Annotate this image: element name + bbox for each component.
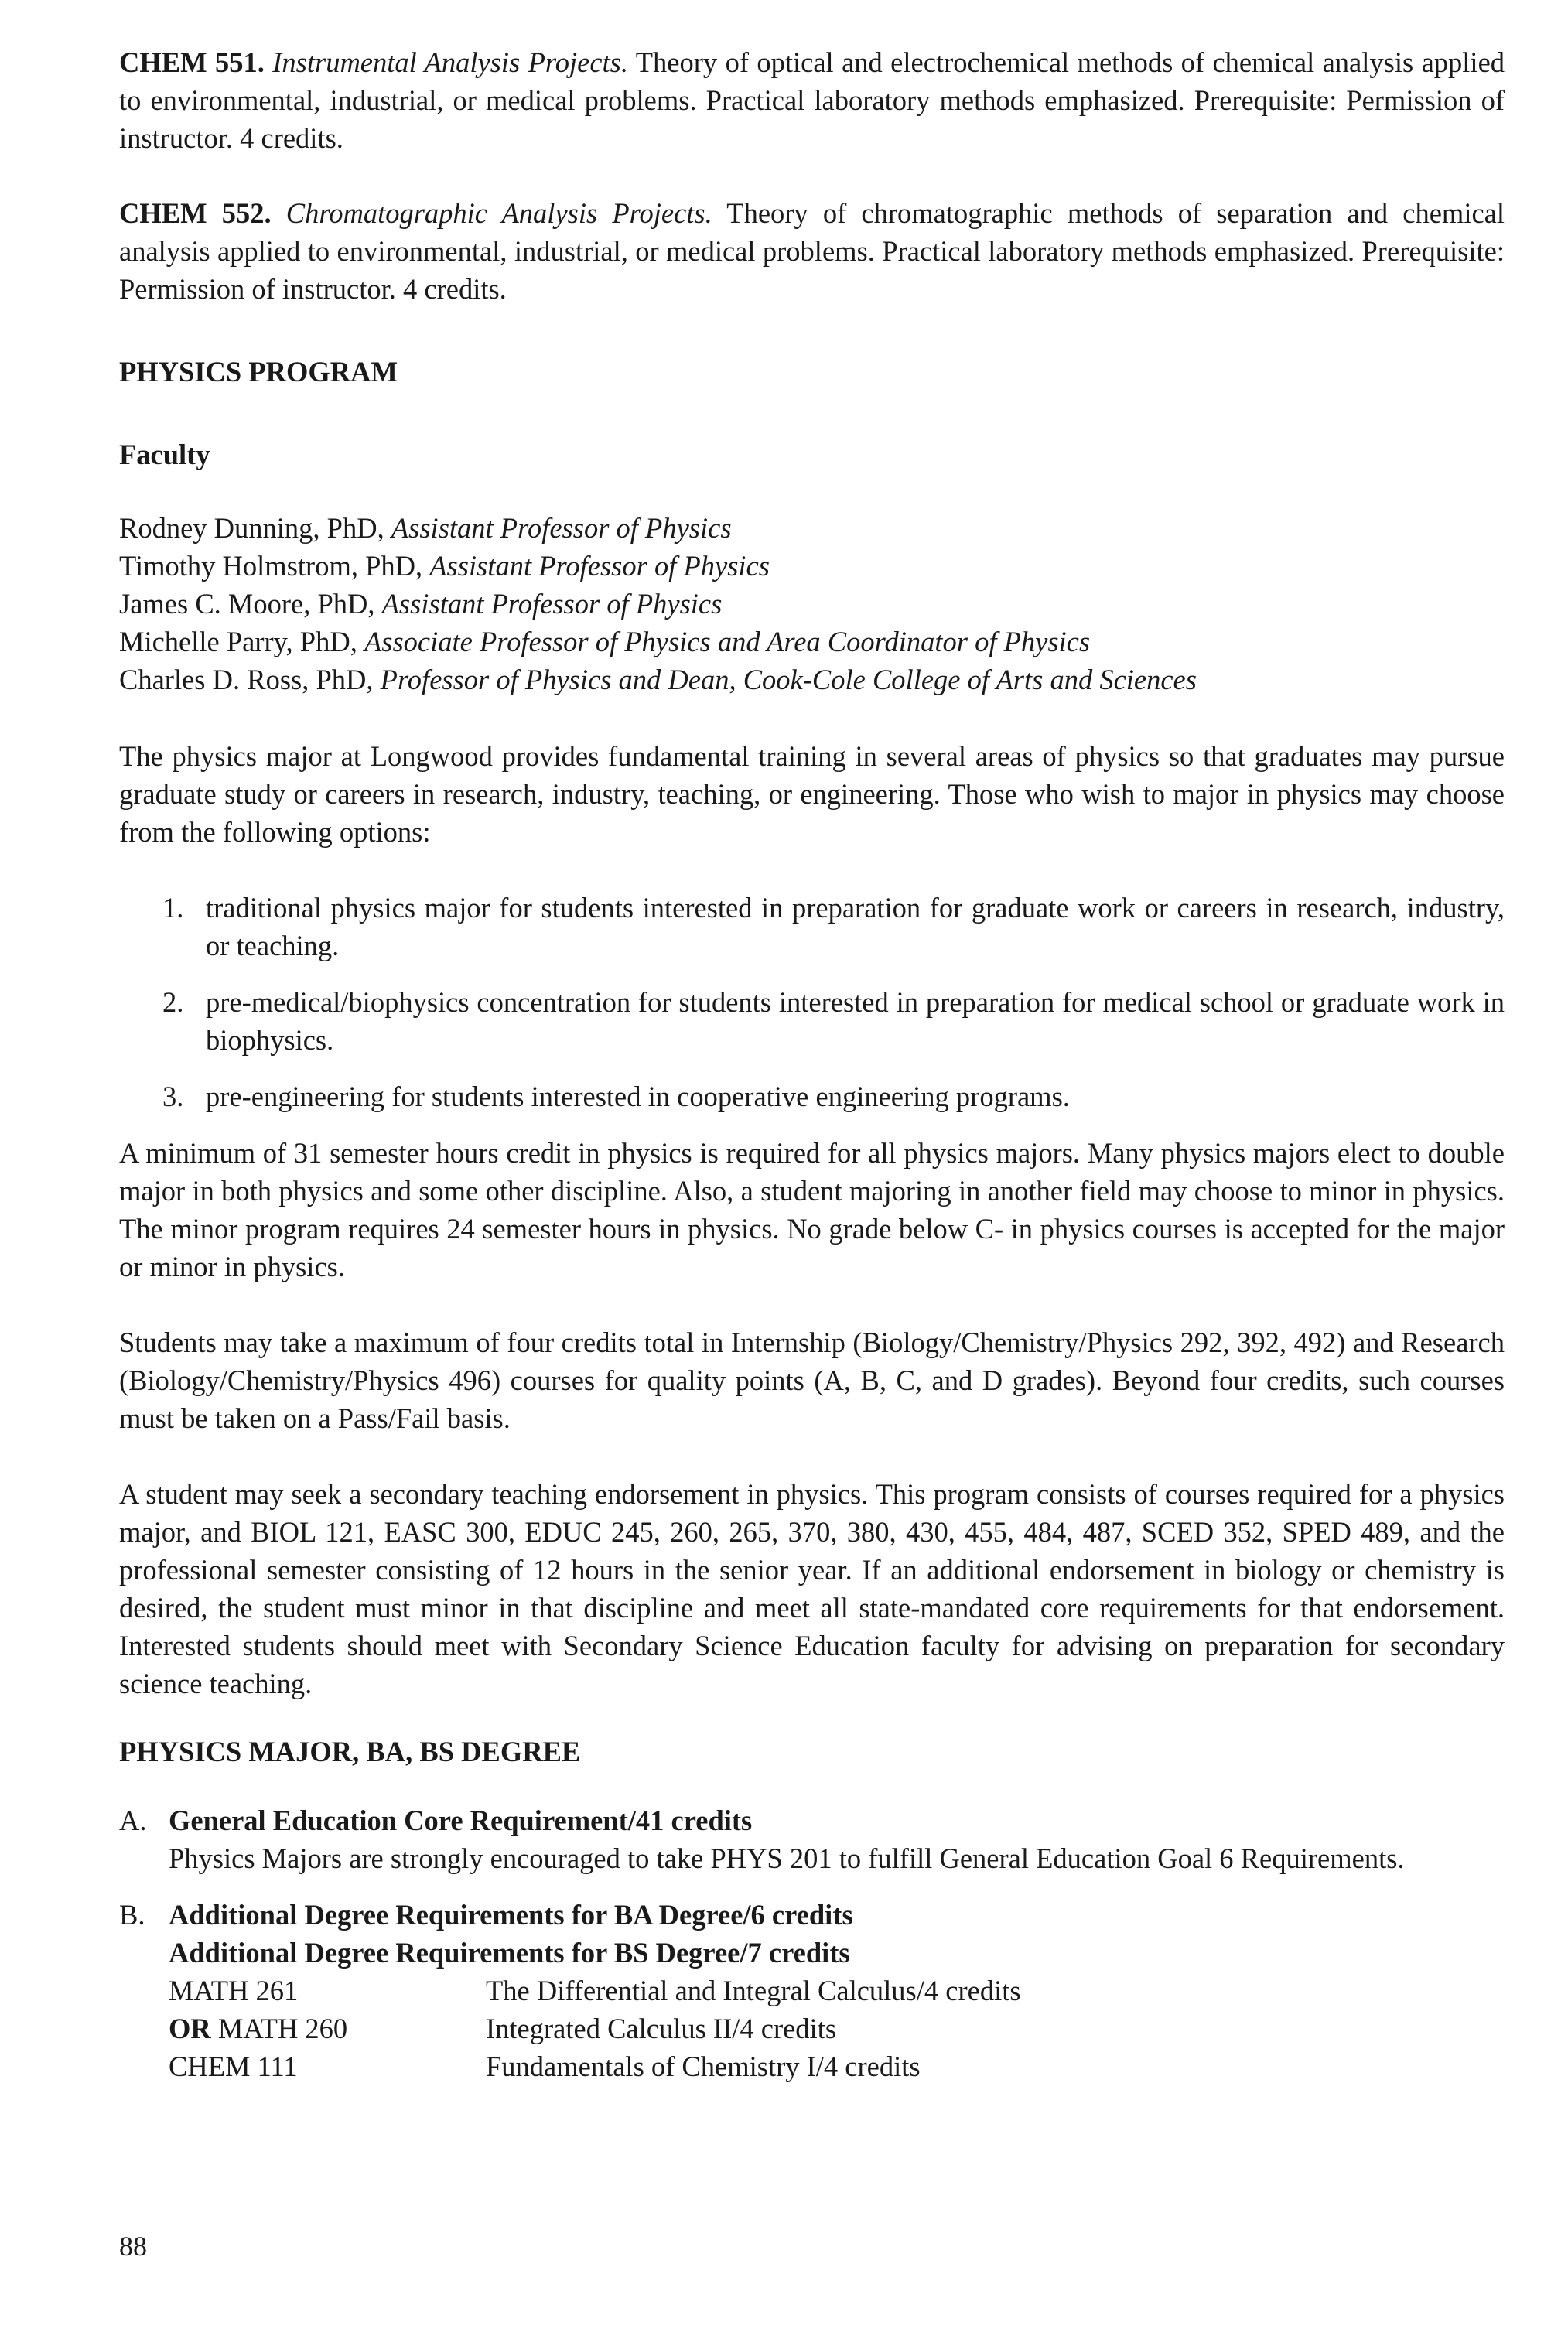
option-text: pre-engineering for students interested in cooperative engineering programs. [206,1081,1070,1112]
faculty-member [119,547,1505,585]
course-name-cell: The Differential and Integral Calculus/4 credits [486,1975,1021,2006]
table-row [169,2047,1021,2085]
teaching-endorsement-paragraph: A student may seek a secondary teaching endorsement in physics. This program consists of courses required for a physics major, and BIOL 121, EASC 300, EDUC 245, 260, 265, 370, 380, 430, 455, 484, 487, SCED 352, SPED 489, and the professional semester consisting of 12 hours in the senior year. If an additional endorsement in biology or chemistry is desired, the student must minor in that discipline and meet all state-mandated core requirements for that endorsement. Interested students should meet with Secondary Science Education faculty for advising on preparation for secondary science teaching. [119,1478,1505,1699]
course-description: Theory of chromatographic methods of separation and chemical analysis applied to environmental, industrial, or medical problems. Practical laboratory methods emphasized. Prerequisite: Permission of instructor. 4 credits. [119,197,1505,305]
faculty-role: Assistant Professor of Physics [429,550,770,582]
course-code-cell [169,2009,486,2047]
course-code-cell [169,1972,486,2009]
degree-course-table [169,1972,1021,2085]
faculty-name: Rodney Dunning, PhD, [119,512,384,544]
requirement-title: General Education Core Requirement/41 credits [169,1805,753,1836]
option-number: 3. [162,1081,184,1112]
course-entry-chem-552 [119,194,1505,308]
course-code: CHEM 552. [119,197,272,229]
course-code: CHEM 551. [119,46,265,78]
option-number: 2. [162,986,184,1018]
table-row [169,2009,1021,2047]
course-title: Instrumental Analysis Projects. [272,46,629,78]
faculty-name: James C. Moore, PhD, [119,588,375,620]
requirement-b [119,1896,1505,2085]
credit-requirements-paragraph: A minimum of 31 semester hours credit in physics is required for all physics majors. Many physics majors elect to double major in both physics and some other discipline. Also, a student majoring in another field may choose to minor in physics. The minor program requires 24 semester hours in physics. No grade below C- in physics courses is accepted for the major or minor in physics. [119,1137,1505,1282]
faculty-member [119,585,1505,623]
course-title: Chromatographic Analysis Projects. [285,197,712,229]
requirement-title-bs: Additional Degree Requirements for BS Degree/7 credits [169,1937,850,1969]
faculty-heading: Faculty [119,439,210,470]
major-option [119,889,1505,965]
option-number: 1. [162,892,184,924]
major-options-list [119,889,1505,1115]
faculty-member [119,623,1505,661]
course-description: Theory of optical and electrochemical methods of chemical analysis applied to environmental, industrial, or medical problems. Practical laboratory methods emphasized. Prerequisite: Permission of instructor. 4 credits. [119,46,1505,154]
requirement-a [119,1801,1505,1877]
requirement-title-ba: Additional Degree Requirements for BA Degree/6 credits [169,1899,853,1931]
option-text: traditional physics major for students interested in preparation for graduate work or careers in research, industry, or teaching. [206,892,1505,961]
or-label: OR [169,2013,211,2044]
faculty-member [119,661,1505,698]
program-intro-paragraph: The physics major at Longwood provides fundamental training in several areas of physics so that graduates may pursue graduate study or careers in research, industry, teaching, or engineering. Those who wish to major in physics may choose from the following options: [119,740,1505,848]
faculty-role: Associate Professor of Physics and Area Coordinator of Physics [364,626,1091,657]
major-option [119,983,1505,1059]
faculty-role: Professor of Physics and Dean, Cook-Cole College of Arts and Sciences [380,664,1197,695]
requirement-letter: B. [119,1899,145,1931]
faculty-role: Assistant Professor of Physics [381,588,723,620]
page-number: 88 [119,2231,147,2262]
section-heading-physics-major: PHYSICS MAJOR, BA, BS DEGREE [119,1736,581,1767]
course-code: MATH 260 [217,2013,348,2044]
faculty-name: Timothy Holmstrom, PhD, [119,550,423,582]
section-heading-physics-program: PHYSICS PROGRAM [119,356,398,388]
faculty-list [119,509,1505,698]
course-name-cell: Integrated Calculus II/4 credits [486,2013,837,2044]
course-code: MATH 261 [169,1975,299,2006]
course-name-cell: Fundamentals of Chemistry I/4 credits [486,2050,921,2082]
requirement-letter: A. [119,1805,147,1836]
internship-research-paragraph: Students may take a maximum of four credits total in Internship (Biology/Chemistry/Physics 292, 392, 492) and Research (Biology/Chemistry/Physics 496) courses for quality points (A, B, C, and D grades). Beyond four credits, such courses must be taken on a Pass/Fail basis. [119,1327,1505,1434]
faculty-role: Assistant Professor of Physics [391,512,732,544]
faculty-name: Michelle Parry, PhD, [119,626,357,657]
faculty-name: Charles D. Ross, PhD, [119,664,374,695]
table-row [169,1972,1021,2009]
requirement-note: Physics Majors are strongly encouraged to take PHYS 201 to fulfill General Education Goal 6 Requirements. [169,1842,1405,1874]
course-entry-chem-551 [119,43,1505,157]
course-code: CHEM 111 [169,2050,298,2082]
option-text: pre-medical/biophysics concentration for students interested in preparation for medical school or graduate work in biophysics. [206,986,1505,1056]
major-option [119,1077,1505,1115]
course-code-cell [169,2047,486,2085]
faculty-member [119,509,1505,547]
